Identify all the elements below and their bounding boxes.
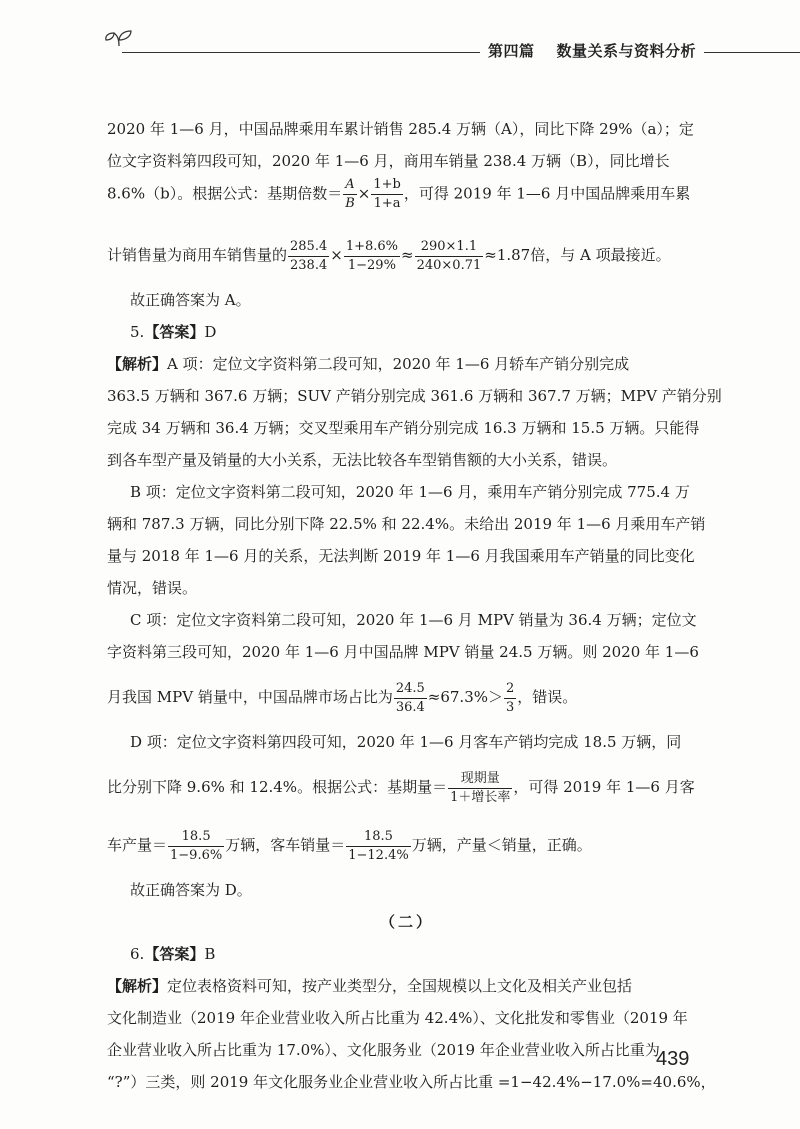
fraction-base-formula: $\frac{\text{现期量}}{\text{1＋增长率}}$ — [450, 770, 511, 805]
q6-line3: 企业营业收入所占比重为 17.0%）、文化服务业（2019 年企业营业收入所占比重为 — [107, 1041, 660, 1059]
fraction-a-over-b: $\frac{A}{B}$ — [345, 177, 355, 211]
q6-answer: 6.【答案】B — [130, 945, 216, 963]
p1-line4: 计销售量为商用车销售量的 $\frac{285.4}{238.4}$ × $\frac{1+8.6\%}{1-29\%}$ ≈ $\frac{290\times 1.1}{240\times 0.71}$ ≈1.87倍，与 A 项最接近。 — [107, 238, 671, 273]
fraction-growth-ratio: $\frac{1+b}{1+a}$ — [373, 177, 401, 211]
q5-a-line2: 363.5 万辆和 367.6 万辆；SUV 产销分别完成 361.6 万辆和 367.7 万辆；MPV 产销分别 — [107, 387, 722, 405]
fraction-approximation: $\frac{290\times 1.1}{240\times 0.71}$ — [416, 238, 482, 273]
q5-a-line1: 【解析】A 项：定位文字资料第二段可知，2020 年 1—6 月轿车产销分别完成 — [107, 355, 630, 373]
p1-line4-text: 计销售量为商用车销售量的 — [107, 246, 288, 264]
fraction-bus-sales: $\frac{18.5}{1-12.4\%}$ — [348, 828, 409, 863]
q5-d-line1: D 项：定位文字资料第四段可知，2020 年 1—6 月客车产销均完成 18.5 万辆，同 — [130, 733, 682, 751]
q5-d-line2: 比分别下降 9.6% 和 12.4%。根据公式：基期量＝ $\frac{\text{现期量}}{\text{1＋增长率}}$ ，可得 2019 年 1—6 月客 — [107, 770, 695, 805]
q6-line4: “?”）三类，则 2019 年文化服务业企业营业收入所占比重 =1−42.4%−17.0%=40.6%， — [107, 1073, 716, 1091]
answer-tag: 【答案】 — [144, 945, 205, 963]
q5-b-line1: B 项：定位文字资料第二段可知，2020 年 1—6 月，乘用车产销分别完成 775.4 万 — [130, 483, 690, 501]
q5-c-line2: 字资料第三段可知，2020 年 1—6 月中国品牌 MPV 销量 24.5 万辆。则 2020 年 1—6 — [107, 643, 699, 661]
q6-line2: 文化制造业（2019 年企业营业收入所占比重为 42.4%）、文化批发和零售业（2019 年 — [107, 1009, 688, 1027]
p1-line2: 位文字资料第四段可知，2020 年 1—6 月，商用车销量 238.4 万辆（B），同比增长 — [107, 152, 670, 170]
q5-b-line2: 辆和 787.3 万辆，同比分别下降 22.5% 和 22.4%。未给出 2019 年 1—6 月乘用车产销 — [107, 515, 706, 533]
running-header — [0, 0, 800, 80]
fraction-sales-ratio: $\frac{285.4}{238.4}$ — [290, 238, 328, 273]
q5-c-line3: 月我国 MPV 销量中，中国品牌市场占比为 $\frac{24.5}{36.4}$ ≈67.3%＞ $\frac{2}{3}$ ，错误。 — [107, 680, 578, 715]
answer-body — [107, 113, 722, 1098]
p1-line3-tail: ，可得 2019 年 1—6 月中国品牌乘用车累 — [403, 184, 691, 203]
fraction-bus-production: $\frac{18.5}{1-9.6\%}$ — [170, 828, 223, 863]
q5-a-line4: 到各车型产量及销量的大小关系，无法比较各车型销售额的大小关系，错误。 — [107, 451, 618, 469]
q5-b-line4: 情况，错误。 — [107, 579, 198, 597]
analysis-tag: 【解析】 — [107, 355, 168, 373]
conclusion-4: 故正确答案为 A。 — [130, 291, 251, 309]
header-rule-left — [122, 52, 480, 53]
answer-tag: 【答案】 — [144, 323, 205, 341]
analysis-tag: 【解析】 — [107, 977, 168, 995]
chapter-title: 数量关系与资料分析 — [556, 42, 697, 60]
header-title — [488, 40, 696, 61]
fraction-growth-values: $\frac{1+8.6\%}{1-29\%}$ — [345, 238, 399, 273]
q5-d-line3: 车产量＝ $\frac{18.5}{1-9.6\%}$ 万辆，客车销量＝ $\frac{18.5}{1-12.4\%}$ 万辆，产量＜销量，正确。 — [107, 828, 592, 863]
p1-line3-text: 8.6%（b）。根据公式：基期倍数＝ — [107, 184, 343, 203]
q5-a-line3: 完成 34 万辆和 36.4 万辆；交叉型乘用车产销分别完成 16.3 万辆和 15.5 万辆。只能得 — [107, 419, 700, 437]
q5-answer: 5.【答案】D — [130, 323, 217, 341]
conclusion-5: 故正确答案为 D。 — [130, 881, 252, 899]
page-number: 439 — [656, 1048, 690, 1070]
q6-answer-value: B — [204, 945, 216, 963]
fraction-mpv-share: $\frac{24.5}{36.4}$ — [395, 680, 425, 715]
q5-answer-value: D — [204, 323, 217, 341]
p1-line1: 2020 年 1—6 月，中国品牌乘用车累计销售 285.4 万辆（A），同比下降 29%（a）；定 — [107, 120, 694, 138]
header-rule-right — [704, 52, 800, 53]
section-heading: （二） — [379, 913, 434, 931]
chapter-label: 第四篇 — [488, 42, 535, 60]
p1-line4-tail: ≈1.87倍，与 A 项最接近。 — [484, 246, 671, 264]
q5-b-line3: 量与 2018 年 1—6 月的关系，无法判断 2019 年 1—6 月我国乘用车产销量的同比变化 — [107, 547, 695, 565]
sprout-logo-icon — [104, 26, 134, 48]
p1-line3: 8.6%（b）。根据公式：基期倍数＝ $\frac{A}{B}$ × $\frac{1+b}{1+a}$ ，可得 2019 年 1—6 月中国品牌乘用车累 — [107, 177, 691, 211]
fraction-two-thirds: $\frac{2}{3}$ — [506, 680, 515, 715]
q6-line1: 【解析】定位表格资料可知，按产业类型分，全国规模以上文化及相关产业包括 — [107, 977, 633, 995]
q5-c-line1: C 项：定位文字资料第二段可知，2020 年 1—6 月 MPV 销量为 36.4 万辆；定位文 — [130, 611, 697, 629]
